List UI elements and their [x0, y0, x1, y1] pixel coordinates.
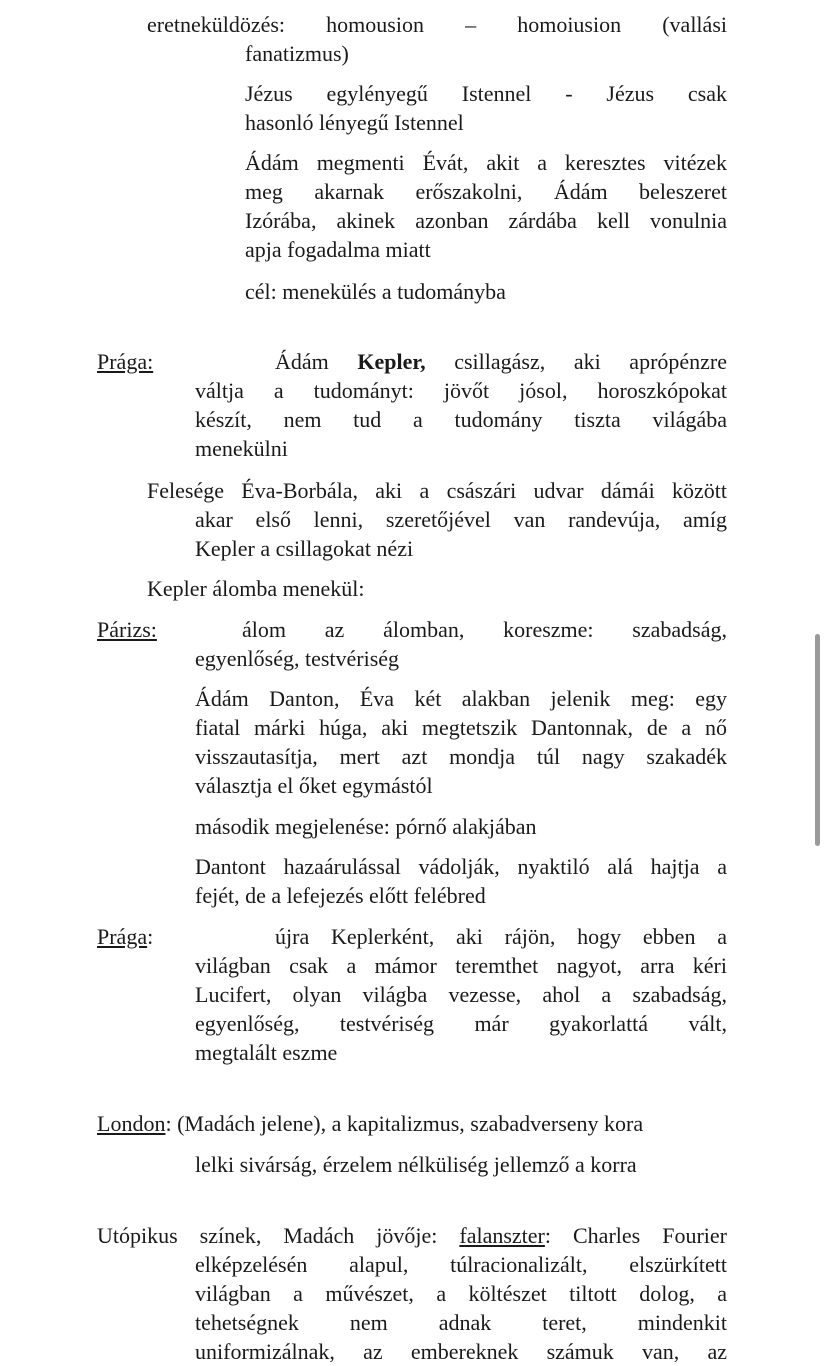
adam-line-2: meg akarnak erőszakolni, Ádám beleszeret — [245, 179, 727, 204]
prague1-post: csillagász, aki aprópénzre — [425, 349, 728, 374]
wife-line-3: Kepler a csillagokat nézi — [195, 536, 414, 561]
prague1-line-1 — [275, 347, 727, 376]
utopia-line-2: elképzelésén alapul, túlracionalizált, elszürkített — [195, 1252, 727, 1277]
utopia-line-1 — [97, 1221, 727, 1250]
label-prague-2 — [97, 922, 153, 951]
goal-line: cél: menekülés a tudományba — [245, 279, 506, 304]
adam-line-4: apja fogadalma miatt — [245, 237, 431, 262]
london-line-2: lelki sivárság, érzelem nélküliség jellemző a korra — [195, 1152, 637, 1177]
heretic-line-1: eretneküldözés: homousion – homoiusion (vallási — [147, 12, 727, 37]
prague2-line-3: Lucifert, olyan világba vezesse, ahol a szabadság, — [195, 982, 727, 1007]
heretic-line-2: fanatizmus) — [245, 41, 349, 66]
paris-line-2: egyenlőség, testvériség — [195, 646, 400, 671]
prague2-line-5: megtalált eszme — [195, 1040, 338, 1065]
utopia-line-5: uniformizálnak, az embereknek számuk van, az — [195, 1339, 727, 1364]
adam-line-3: Izórába, akinek azonban zárdába kell vonulnia — [245, 208, 727, 233]
guillotine-line-1: Dantont hazaárulással vádolják, nyaktiló alá hajtja a — [195, 854, 727, 879]
prague2-line-2: világban csak a mámor teremthet nagyot, arra kéri — [195, 953, 727, 978]
danton-line-4: választja el őket egymástól — [195, 773, 433, 798]
prague2-line-1: újra Keplerként, aki rájön, hogy ebben a — [275, 924, 727, 949]
term-falanszter: falanszter — [459, 1223, 545, 1248]
label-london: London — [97, 1111, 166, 1136]
dream-line: Kepler álomba menekül: — [147, 576, 365, 601]
jesus-line-2: hasonló lényegű Istennel — [245, 110, 464, 135]
prague1-line-2: váltja a tudományt: jövőt jósol, horoszkópokat — [195, 378, 727, 403]
scrollbar-thumb[interactable] — [815, 634, 820, 846]
guillotine-line-2: fejét, de a lefejezés előtt felébred — [195, 883, 486, 908]
utopia-line-4: tehetségnek nem adnak teret, mindenkit — [195, 1310, 727, 1335]
jesus-line-1: Jézus egylényegű Istennel - Jézus csak — [245, 81, 727, 106]
wife-line-2: akar első lenni, szeretőjével van randevúja, amíg — [195, 507, 727, 532]
london-line-1 — [97, 1109, 727, 1138]
london-rest: : (Madách jelene), a kapitalizmus, szabadverseny kora — [165, 1111, 644, 1136]
danton-line-1: Ádám Danton, Éva két alakban jelenik meg: egy — [195, 686, 727, 711]
prague2-label-colon: : — [147, 924, 154, 949]
danton-line-2: fiatal márki húga, aki megtetszik Dantonnak, de a nő — [195, 715, 727, 740]
prague2-line-4: egyenlőség, testvériség már gyakorlattá vált, — [195, 1011, 727, 1036]
utopia-post: : Charles Fourier — [544, 1223, 727, 1248]
label-paris: Párizs: — [97, 617, 157, 642]
adam-line-1: Ádám megmenti Évát, akit a keresztes vitézek — [245, 150, 727, 175]
wife-line-1: Felesége Éva-Borbála, aki a császári udvar dámái között — [147, 478, 727, 503]
prague2-label-text: Prága — [97, 924, 148, 949]
danton-line-3: visszautasítja, mert azt mondja túl nagy szakadék — [195, 744, 727, 769]
paris-line-1: álom az álomban, koreszme: szabadság, — [242, 617, 727, 642]
prague1-line-4: menekülni — [195, 436, 288, 461]
label-prague-1: Prága: — [97, 349, 154, 374]
kepler-name: Kepler, — [357, 349, 426, 374]
utopia-pre: Utópikus színek, Madách jövője: — [97, 1223, 460, 1248]
utopia-line-3: világban a művészet, a költészet tiltott dolog, a — [195, 1281, 727, 1306]
second-appearance-line: második megjelenése: pórnő alakjában — [195, 814, 537, 839]
prague1-line-3: készít, nem tud a tudomány tiszta világába — [195, 407, 727, 432]
prague1-pre: Ádám — [275, 349, 358, 374]
